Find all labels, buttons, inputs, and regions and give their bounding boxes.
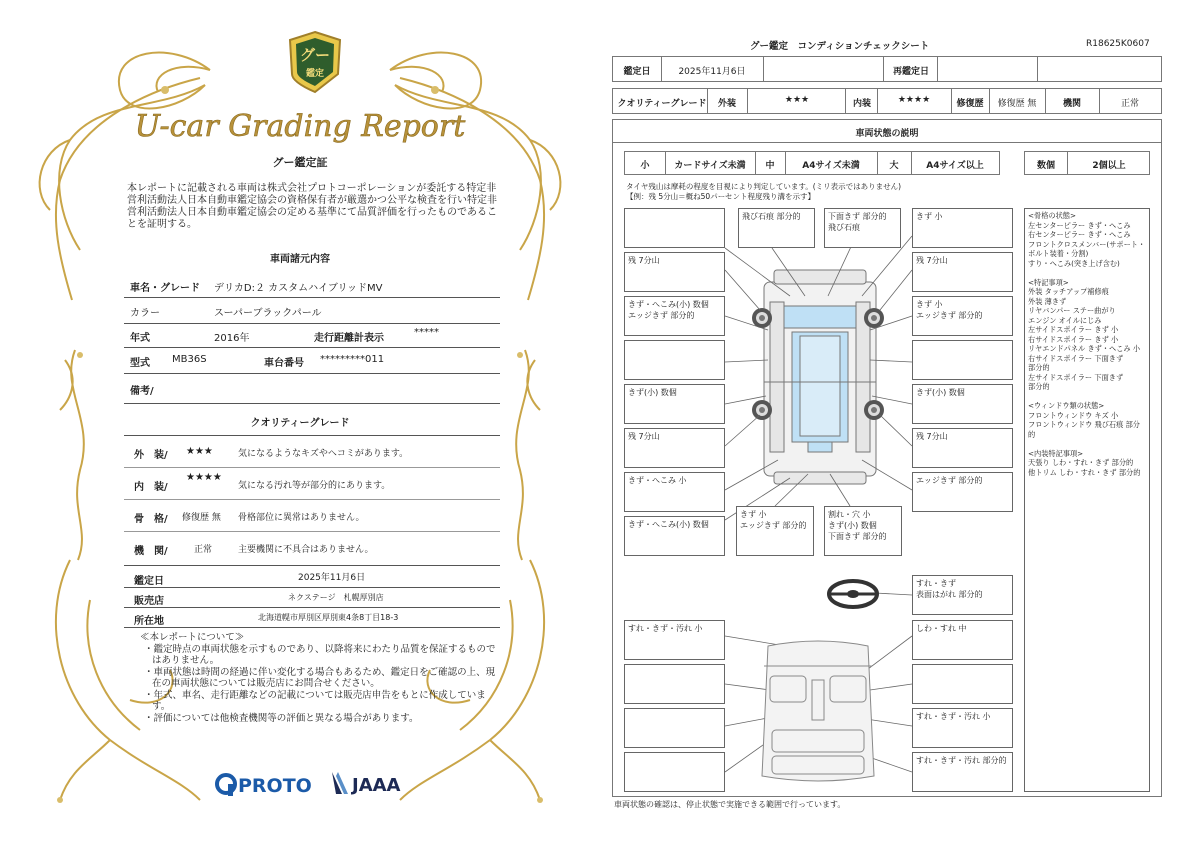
year-value: 2016年 [214, 333, 250, 344]
size-mid-desc: A4サイズ未満 [802, 161, 860, 171]
info-row-date [124, 566, 500, 588]
size-mid-label: 中 [765, 161, 775, 171]
engine-value: 正常 [1120, 99, 1139, 109]
address-value: 北海道幌市厚別区厚別東4条8丁目18-3 [258, 613, 399, 622]
info-row-address [124, 608, 500, 628]
grade-row-interior [124, 468, 500, 500]
interior-comment: 気になる汚れ等が部分的にあります。 [238, 481, 391, 491]
chassis-label: 車台番号 [264, 358, 304, 369]
damage-box-interior-right-1: しわ・すれ 中 [912, 620, 1013, 660]
appraisal-date-value: 2025年11月6日 [298, 573, 366, 583]
note-item: ・鑑定時点の車両状態を示すものであり、以降将来にわたり品質を保証するものではありません。 [144, 643, 496, 666]
damage-box-rear-left-bumper: きず・へこみ(小) 数個 [624, 516, 725, 556]
damage-box-interior-left-3 [624, 708, 725, 748]
frame-comment: 骨格部位に異常はありません。 [238, 513, 365, 523]
interior-label: 内装 [852, 99, 871, 109]
note-item: ・車両状態は時間の経過に伴い変化する場合もあるため、鑑定日をご確認の上、現在の車両状態については販売店にお問合せください。 [144, 666, 496, 689]
model-label: 型式 [130, 358, 150, 369]
frame-label: 骨 格/ [134, 514, 168, 525]
exterior-label: 外 装/ [134, 450, 168, 461]
repair-history-value: 修復歴 無 [997, 99, 1037, 109]
chassis-value: *********011 [320, 354, 385, 365]
size-large-label: 大 [889, 161, 899, 171]
steering-wheel-icon [826, 578, 880, 610]
car-name-label: 車名・グレード [130, 283, 200, 294]
spec-row-car-name [124, 270, 500, 298]
damage-box-tire-front-left: 残 7分山 [624, 252, 725, 292]
damage-box-tire-rear-right: 残 7分山 [912, 428, 1013, 468]
spec-row-year [124, 324, 500, 348]
mileage-label: 走行距離計表示 [314, 333, 384, 344]
special-notes-panel: <骨格の状態> 左センターピラー きず・へこみ 右センターピラー きず・へこみ フロントクロスメンバー(サポート・ボルト装着・分割) すり・へこみ(突き上げ含む) <特記事項> 外装 タッチアップ補修痕 外装 薄きず リヤバンパー ステー曲がり エンジン オイルにじみ 左サイドスポイラー きず 小 右サイドスポイラー きず 小 リヤエンドパネル きず・へこみ 小 右サイドスポイラー 下面きず 部分的 左サイドスポイラー 下面きず 部分的 <ウィンドウ類の状態> フロントウィンドウ キズ 小 フロントウィンドウ 飛び石痕 部分的 <内装特記事項> 天張り しわ・すれ・きず 部分的 他トリム しわ・すれ・きず 部分的 [1024, 208, 1150, 792]
damage-box-interior-left-4 [624, 752, 725, 792]
grade-row-exterior [124, 436, 500, 468]
exterior-comment: 気になるようなキズやヘコミがあります。 [238, 449, 409, 459]
damage-box-interior-right-3: すれ・きず・汚れ 小 [912, 708, 1013, 748]
frame-value: 修復歴 無 [182, 513, 221, 523]
size-small-label: 小 [640, 161, 650, 171]
exterior-label: 外装 [717, 99, 736, 109]
color-label: カラー [130, 308, 160, 319]
script-title-logo [130, 98, 470, 154]
tire-note-1: タイヤ残山は摩耗の程度を目視により判定しています。(ミリ表示ではありません) [626, 182, 902, 191]
quality-grade-label: クオリティーグレード [617, 99, 707, 109]
report-id: R18625K0607 [1086, 39, 1150, 49]
car-interior-diagram [758, 636, 878, 786]
remarks-label: 備考/ [130, 386, 154, 397]
engine-comment: 主要機関に不具合はありません。 [238, 545, 374, 555]
damage-box-front-left-corner [624, 208, 725, 248]
certificate-title: グー鑑定証 [272, 156, 328, 169]
damage-box-tire-rear-left: 残 7分山 [624, 428, 725, 468]
damage-box-steering: すれ・きず 表面はがれ 部分的 [912, 575, 1013, 615]
damage-box-interior-right-4: すれ・きず・汚れ 部分的 [912, 752, 1013, 792]
damage-box-front-glass: 飛び石痕 部分的 [738, 208, 815, 248]
damage-box-interior-left-2 [624, 664, 725, 704]
shop-label: 販売店 [134, 596, 164, 607]
jaaa-logo [328, 768, 412, 798]
exterior-stars: ★★★ [186, 446, 213, 457]
shop-value: ネクステージ 札幌厚別店 [288, 593, 384, 602]
count-label: 数個 [1036, 161, 1055, 171]
damage-box-right-front-fender: きず 小 エッジきず 部分的 [912, 296, 1013, 336]
damage-box-left-rear-door: きず(小) 数個 [624, 384, 725, 424]
damage-box-front-bumper: 下面きず 部分的 飛び石痕 [824, 208, 901, 248]
size-large-desc: A4サイズ以上 [926, 161, 984, 171]
interior-label: 内 装/ [134, 482, 168, 493]
grade-row-frame [124, 500, 500, 532]
note-item: ・年式、車名、走行距離などの記載については販売店申告をもとに作成しています。 [144, 689, 486, 712]
engine-label: 機関 [1062, 99, 1081, 109]
reappraisal-label: 再鑑定日 [892, 67, 929, 77]
date-label: 鑑定日 [623, 67, 651, 77]
svg-text:グー: グー [299, 46, 331, 64]
damage-box-tire-front-right: 残 7分山 [912, 252, 1013, 292]
damage-box-rear-bumper: 割れ・穴 小 きず(小) 数個 下面きず 部分的 [824, 506, 902, 556]
tire-note-2: 【例：残 5分山＝概ね50パーセント程度残り溝を示す】 [626, 192, 816, 201]
damage-box-interior-left-1: すれ・きず・汚れ 小 [624, 620, 725, 660]
engine-label: 機 関/ [134, 546, 168, 557]
svg-text:鑑定: 鑑定 [305, 69, 325, 79]
proto-logo [214, 770, 318, 798]
condition-heading: 車両状態の説明 [612, 119, 1162, 143]
car-name-value: デリカD:２ カスタムハイブリッドMV [214, 283, 383, 294]
note-item: ・評価については他検査機関等の評価と異なる場合があります。 [144, 712, 419, 724]
spec-heading: 車両諸元内容 [270, 254, 330, 265]
spec-row-remarks [124, 374, 500, 404]
model-value: MB36S [172, 354, 207, 365]
sheet-title: グー鑑定 コンディションチェックシート [750, 41, 930, 52]
interior-stars: ★★★★ [186, 472, 222, 483]
spec-row-color [124, 298, 500, 324]
damage-box-rear-left: きず 小 エッジきず 部分的 [736, 506, 814, 556]
date-value: 2025年11月6日 [678, 67, 746, 77]
exterior-stars: ★★★ [784, 95, 810, 105]
footer-note: 車両状態の確認は、停止状態で実施できる範囲で行っています。 [614, 800, 846, 809]
count-value: 2個以上 [1092, 161, 1126, 171]
address-label: 所在地 [134, 616, 164, 627]
appraisal-date-label: 鑑定日 [134, 576, 164, 587]
quality-grade-heading: クオリティーグレード [250, 418, 350, 429]
size-small-desc: カードサイズ未満 [674, 161, 746, 171]
year-label: 年式 [130, 333, 150, 344]
damage-box-right-rear-fender: エッジきず 部分的 [912, 472, 1013, 512]
damage-box-left-front-fender: きず・へこみ(小) 数個 エッジきず 部分的 [624, 296, 725, 336]
damage-box-left-front-door [624, 340, 725, 380]
notes-title: ≪本レポートについて≫ [140, 632, 245, 643]
damage-box-front-right-corner: きず 小 [912, 208, 1013, 248]
certificate-statement: 本レポートに記載される車両は株式会社プロトコーポレーションが委託する特定非営利活動法人日本自動車鑑定協会の資格保有者が厳選かつ公平な検査を行い特定非営利活動法人日本自動車鑑定協会の定める基準にて品質評価を行ったものであることを証明する。 [127, 183, 497, 230]
svg-text:U-car Grading Report: U-car Grading Report [134, 109, 466, 144]
info-row-shop [124, 588, 500, 608]
interior-stars: ★★★★ [897, 95, 931, 105]
engine-value: 正常 [194, 545, 213, 555]
grade-row-engine [124, 532, 500, 566]
damage-box-interior-right-2 [912, 664, 1013, 704]
condition-check-sheet [600, 0, 1200, 848]
jaaa-logo-text: JAAA [352, 775, 401, 796]
spec-row-model [124, 348, 500, 374]
mileage-value: ***** [414, 327, 439, 338]
color-value: スーパーブラックパール [214, 308, 322, 319]
damage-box-right-front-door [912, 340, 1013, 380]
report-notes [140, 632, 500, 724]
repair-history-label: 修復歴 [956, 99, 984, 109]
damage-box-left-rear-fender: きず・へこみ 小 [624, 472, 725, 512]
damage-box-right-rear-door: きず(小) 数個 [912, 384, 1013, 424]
goo-appraisal-badge-icon [286, 30, 344, 94]
proto-logo-text: PROTO [238, 775, 312, 797]
